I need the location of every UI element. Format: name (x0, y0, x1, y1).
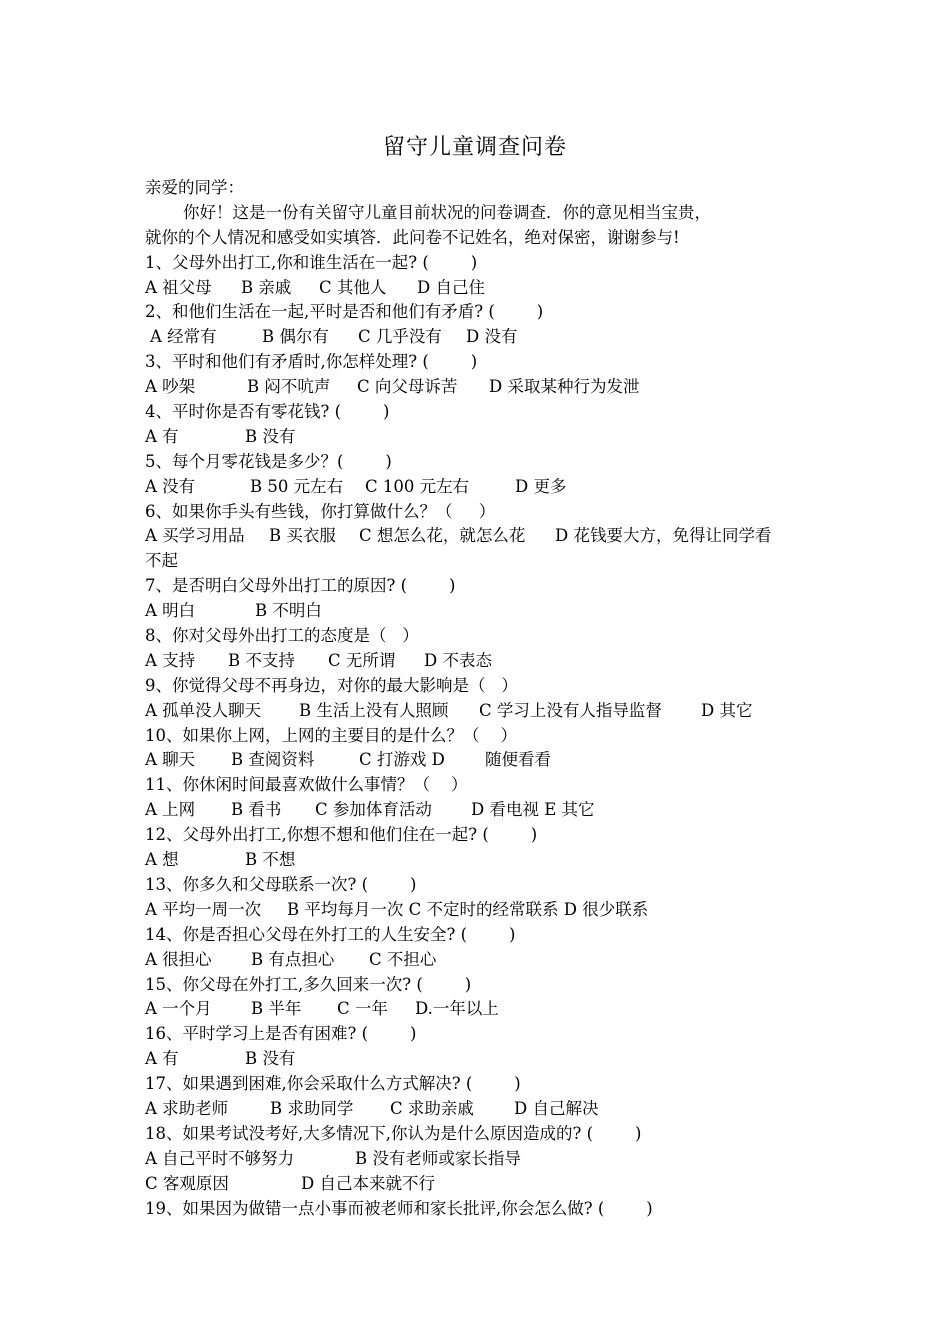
option-c: C 求助亲戚 (390, 1098, 474, 1118)
page-title: 留守儿童调查问卷 (382, 135, 567, 160)
options-13 (145, 898, 815, 923)
option-c: C 其他人 (319, 277, 387, 297)
question-10: 10、如果你上网，上网的主要目的是什么？（ ） (145, 725, 517, 745)
option-b: B 亲戚 (241, 277, 292, 297)
option-d: D 其它 (701, 700, 753, 720)
question-11: 11、你休闲时间最喜欢做什么事情？（ ） (145, 775, 468, 795)
question-4: 4、平时你是否有零花钱? ( ) (145, 402, 390, 422)
options-1 (145, 276, 815, 301)
questionnaire-body (145, 176, 815, 1221)
option-a: A 支持 (145, 650, 196, 670)
question-19: 19、如果因为做错一点小事而被老师和家长批评,你会怎么做? ( ) (145, 1198, 653, 1218)
option-d-continuation: 不起 (145, 551, 178, 571)
option-b: B 不明白 (255, 601, 322, 621)
options-7 (145, 599, 815, 624)
option-a: A 自己平时不够努力 (145, 1148, 295, 1168)
question-14: 14、你是否担心父母在外打工的人生安全? ( ) (145, 924, 516, 944)
options-18 (145, 1147, 815, 1172)
option-a: A 很担心 (145, 949, 212, 969)
question-16: 16、平时学习上是否有困难? ( ) (145, 1024, 417, 1044)
option-b: B 不支持 (228, 650, 295, 670)
question-13: 13、你多久和父母联系一次? ( ) (145, 874, 417, 894)
options-5 (145, 475, 815, 500)
option-d: D 没有 (466, 327, 518, 347)
option-a: A 祖父母 (145, 277, 212, 297)
option-a: A 买学习用品 (145, 526, 245, 546)
option-d: D 看电视 E 其它 (471, 800, 595, 820)
option-a: A 想 (145, 850, 179, 870)
options-18-row-2 (145, 1172, 815, 1197)
question-6: 6、如果你手头有些钱，你打算做什么？（ ） (145, 501, 496, 521)
option-d: D 采取某种行为发泄 (489, 377, 640, 397)
option-c: C 几乎没有 (358, 327, 442, 347)
option-b: B 平均每月一次 C 不定时的经常联系 D 很少联系 (287, 899, 649, 919)
option-b: B 有点担心 (251, 949, 335, 969)
option-c: C 学习上没有人指导监督 (479, 700, 662, 720)
question-9: 9、你觉得父母不再身边，对你的最大影响是（ ） (145, 675, 518, 695)
question-3: 3、平时和他们有矛盾时,你怎样处理? ( ) (145, 352, 478, 372)
question-7: 7、是否明白父母外出打工的原因? ( ) (145, 576, 456, 596)
options-3 (145, 375, 815, 400)
options-11 (145, 798, 815, 823)
options-10 (145, 748, 815, 773)
question-15: 15、你父母在外打工,多久回来一次? ( ) (145, 974, 472, 994)
option-b: B 买衣服 (269, 526, 336, 546)
question-18: 18、如果考试没考好,大多情况下,你认为是什么原因造成的? ( ) (145, 1123, 642, 1143)
options-4 (145, 425, 815, 450)
options-14 (145, 948, 815, 973)
question-1: 1、父母外出打工,你和谁生活在一起? ( ) (145, 252, 478, 272)
option-d: D 不表态 (424, 650, 492, 670)
option-b: B 半年 (251, 999, 302, 1019)
option-b: B 求助同学 (270, 1098, 354, 1118)
option-a: A 求助老师 (145, 1098, 229, 1118)
option-d: D.一年以上 (415, 999, 499, 1019)
options-16 (145, 1047, 815, 1072)
options-2 (145, 325, 815, 350)
options-8 (145, 649, 815, 674)
option-b: B 没有老师或家长指导 (355, 1148, 521, 1168)
option-a: A 经常有 (150, 327, 217, 347)
option-c: C 无所谓 (328, 650, 396, 670)
option-b: B 50 元左右 (250, 476, 344, 496)
question-2: 2、和他们生活在一起,平时是否和他们有矛盾? ( ) (145, 302, 544, 322)
option-c: C 想怎么花，就怎么花 (359, 526, 526, 546)
option-c: C 不担心 (369, 949, 437, 969)
option-a: A 没有 (145, 476, 196, 496)
option-c: C 参加体育活动 (315, 800, 432, 820)
option-d: 随便看看 (485, 750, 551, 770)
option-d: D 自己解决 (514, 1098, 599, 1118)
option-b: B 偶尔有 (262, 327, 329, 347)
option-a: A 吵架 (145, 377, 196, 397)
option-a: A 平均一周一次 (145, 899, 262, 919)
option-b: B 闷不吭声 (247, 377, 331, 397)
options-9 (145, 699, 815, 724)
option-c: C 客观原因 (145, 1173, 229, 1193)
option-b: B 生活上没有人照顾 (299, 700, 449, 720)
options-15 (145, 997, 815, 1022)
option-d: D 自己住 (417, 277, 485, 297)
options-12 (145, 848, 815, 873)
option-d: D 花钱要大方，免得让同学看 (555, 526, 772, 546)
option-b: B 不想 (245, 850, 296, 870)
question-12: 12、父母外出打工,你想不想和他们住在一起? ( ) (145, 825, 538, 845)
option-b: B 查阅资料 (231, 750, 315, 770)
intro-line-1: 你好！这是一份有关留守儿童目前状况的问卷调查．你的意见相当宝贵， (183, 202, 711, 222)
option-d: D 更多 (515, 476, 567, 496)
question-17: 17、如果遇到困难,你会采取什么方式解决? ( ) (145, 1074, 521, 1094)
option-b: B 没有 (245, 426, 296, 446)
option-b: B 看书 (231, 800, 282, 820)
question-8: 8、你对父母外出打工的态度是（ ） (145, 626, 419, 646)
intro-line-2: 就你的个人情况和感受如实填答．此问卷不记姓名，绝对保密，谢谢参与! (145, 227, 680, 247)
option-a: A 上网 (145, 800, 196, 820)
option-a: A 孤单没人聊天 (145, 700, 262, 720)
option-a: A 一个月 (145, 999, 212, 1019)
option-a: A 聊天 (145, 750, 196, 770)
option-c: C 打游戏 D (359, 750, 445, 770)
question-5: 5、每个月零花钱是多少？( ) (145, 451, 392, 471)
option-b: B 没有 (245, 1049, 296, 1069)
greeting: 亲爱的同学： (145, 178, 244, 197)
option-a: A 有 (145, 426, 179, 446)
option-d: D 自己本来就不行 (301, 1173, 435, 1193)
option-c: C 一年 (337, 999, 388, 1019)
option-c: C 100 元左右 (365, 476, 470, 496)
option-a: A 明白 (145, 601, 196, 621)
options-6 (145, 524, 815, 549)
options-17 (145, 1097, 815, 1122)
option-c: C 向父母诉苦 (357, 377, 458, 397)
option-a: A 有 (145, 1049, 179, 1069)
